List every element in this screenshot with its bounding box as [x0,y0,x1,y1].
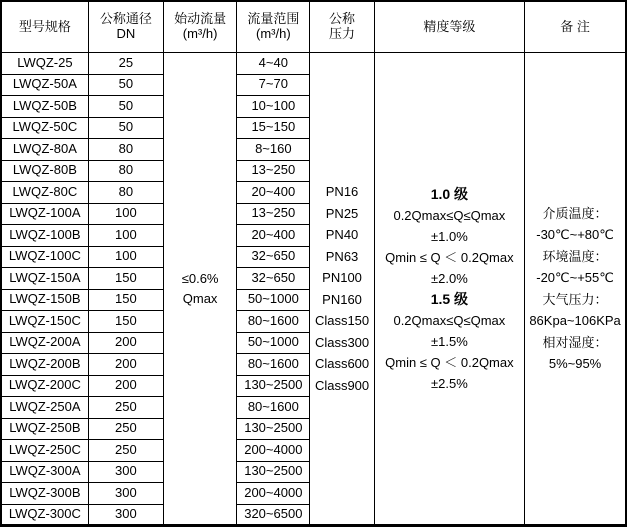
header-start-flow [164,1,237,53]
pressure-line: Class300 [314,334,370,350]
range-cell: 7~70 [237,74,310,96]
remark-line: -20℃~+55℃ [536,270,614,285]
header-dn [88,1,163,53]
dn-cell: 200 [88,332,163,354]
range-cell: 32~650 [237,246,310,268]
accuracy-line: Qmin ≤ Q ＜ 0.2Qmax [385,354,514,370]
header-accuracy-label: 精度等级 [423,18,476,34]
model-cell: LWQZ-300B [1,483,88,505]
dn-cell: 300 [88,461,163,483]
dn-cell: 150 [88,268,163,290]
accuracy-grade-2: 1.5 级 [430,290,469,307]
pressure-line: Class600 [314,356,370,371]
range-cell: 8~160 [237,139,310,161]
dn-cell: 25 [88,53,163,75]
dn-cell: 100 [88,225,163,247]
header-pressure [310,1,374,53]
dn-cell: 100 [88,203,163,225]
dn-cell: 200 [88,354,163,376]
accuracy-line: Qmin ≤ Q ＜ 0.2Qmax [385,249,514,265]
accuracy-cell [374,53,524,526]
header-pressure-line2: 压力 [329,26,356,41]
header-model-label: 型号规格 [18,18,71,34]
model-cell: LWQZ-300C [1,504,88,526]
range-cell: 130~2500 [237,461,310,483]
range-cell: 200~4000 [237,483,310,505]
dn-cell: 300 [88,504,163,526]
range-cell: 320~6500 [237,504,310,526]
model-cell: LWQZ-200A [1,332,88,354]
header-model [1,1,88,53]
model-cell: LWQZ-300A [1,461,88,483]
accuracy-line: 0.2Qmax≤Q≤Qmax [393,312,506,328]
range-cell: 200~4000 [237,440,310,462]
model-cell: LWQZ-250A [1,397,88,419]
range-cell: 80~1600 [237,354,310,376]
remark-line: 环境温度： [542,248,608,264]
model-cell: LWQZ-150C [1,311,88,333]
start-flow-line1: ≤0.6% [181,270,219,286]
dn-cell: 50 [88,96,163,118]
accuracy-line: ±2.5% [430,375,468,391]
header-flow-range-line2: (m³/h) [255,26,291,41]
range-cell: 15~150 [237,117,310,139]
header-flow-range-line1: 流量范围 [247,11,300,27]
header-start-flow-line2: (m³/h) [182,26,218,41]
range-cell: 13~250 [237,203,310,225]
model-cell: LWQZ-100A [1,203,88,225]
dn-cell: 80 [88,160,163,182]
pressure-line: PN16 [325,184,359,199]
range-cell: 4~40 [237,53,310,75]
range-cell: 20~400 [237,182,310,204]
remark-line: 大气压力： [542,291,608,307]
range-cell: 20~400 [237,225,310,247]
remark-cell [525,53,626,526]
header-pressure-line1: 公称 [329,11,356,27]
dn-cell: 100 [88,246,163,268]
dn-cell: 50 [88,117,163,139]
accuracy-line: 0.2Qmax≤Q≤Qmax [393,207,506,223]
pressure-line: PN160 [322,291,362,307]
header-remark [525,1,626,53]
range-cell: 130~2500 [237,418,310,440]
header-start-flow-line1: 始动流量 [174,11,227,27]
header-dn-line2: DN [116,26,136,41]
model-cell: LWQZ-50C [1,117,88,139]
pressure-cell [310,53,374,526]
dn-cell: 250 [88,397,163,419]
pressure-line: PN40 [325,227,359,242]
dn-cell: 50 [88,74,163,96]
range-cell: 10~100 [237,96,310,118]
header-row [1,1,626,53]
accuracy-line: ±1.5% [430,333,468,349]
table-row [1,53,626,75]
remark-line: 介质温度： [542,205,608,221]
model-cell: LWQZ-250C [1,440,88,462]
accuracy-grade-1: 1.0 级 [430,185,469,202]
dn-cell: 250 [88,418,163,440]
pressure-line: PN63 [325,248,359,264]
header-remark-label: 备 注 [560,18,590,34]
dn-cell: 250 [88,440,163,462]
model-cell: LWQZ-200C [1,375,88,397]
model-cell: LWQZ-50A [1,74,88,96]
pressure-line: Class900 [314,377,370,393]
model-cell: LWQZ-80C [1,182,88,204]
model-cell: LWQZ-50B [1,96,88,118]
start-flow-line2: Qmax [182,290,218,306]
model-cell: LWQZ-80A [1,139,88,161]
remark-line: -30℃~+80℃ [536,227,614,242]
range-cell: 32~650 [237,268,310,290]
dn-cell: 80 [88,139,163,161]
range-cell: 80~1600 [237,311,310,333]
range-cell: 50~1000 [237,289,310,311]
dn-cell: 150 [88,311,163,333]
dn-cell: 150 [88,289,163,311]
dn-cell: 300 [88,483,163,505]
remark-line: 86Kpa~106KPa [529,313,621,328]
header-accuracy [374,1,524,53]
dn-cell: 80 [88,182,163,204]
model-cell: LWQZ-80B [1,160,88,182]
range-cell: 13~250 [237,160,310,182]
model-cell: LWQZ-150A [1,268,88,290]
header-flow-range [237,1,310,53]
remark-line: 5%~95% [548,356,602,371]
model-cell: LWQZ-150B [1,289,88,311]
pressure-line: Class150 [314,313,370,328]
pressure-line: PN25 [325,205,359,221]
pressure-line: PN100 [322,270,362,285]
dn-cell: 200 [88,375,163,397]
accuracy-line: ±1.0% [430,228,468,244]
model-cell: LWQZ-25 [1,53,88,75]
start-flow-cell [164,53,237,526]
header-dn-line1: 公称通径 [99,11,152,27]
range-cell: 50~1000 [237,332,310,354]
model-cell: LWQZ-200B [1,354,88,376]
model-cell: LWQZ-100B [1,225,88,247]
remark-line: 相对湿度： [542,334,608,350]
model-cell: LWQZ-100C [1,246,88,268]
range-cell: 130~2500 [237,375,310,397]
accuracy-line: ±2.0% [430,270,468,286]
range-cell: 80~1600 [237,397,310,419]
model-cell: LWQZ-250B [1,418,88,440]
